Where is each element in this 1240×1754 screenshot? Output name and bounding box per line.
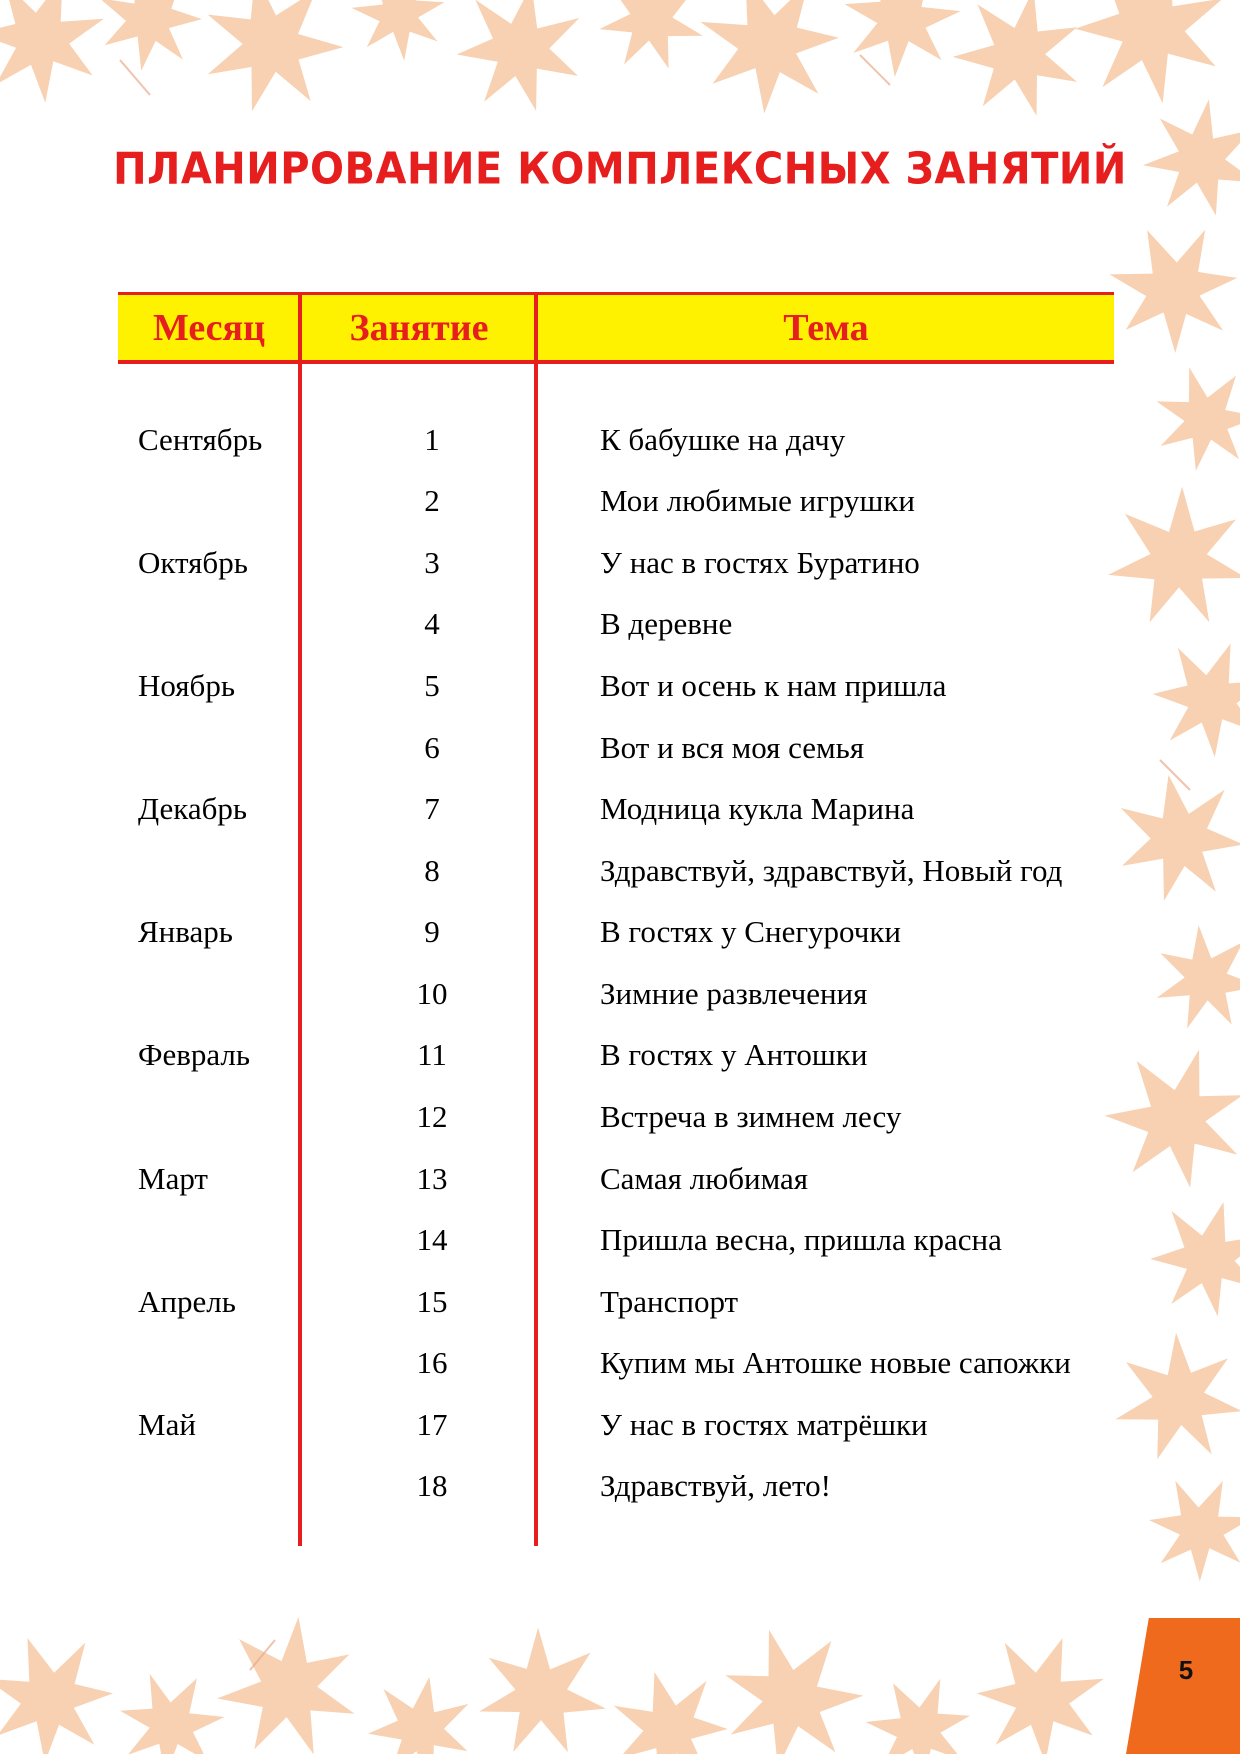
table-row [0, 789, 1240, 829]
lesson-number-cell: 9 [424, 914, 440, 949]
topic-cell: Здравствуй, лето! [600, 1468, 831, 1503]
table-row [0, 666, 1240, 706]
month-cell: Сентябрь [138, 422, 263, 457]
month-cell: Май [138, 1407, 196, 1442]
month-cell: Ноябрь [138, 668, 235, 703]
table-row [0, 1097, 1240, 1137]
lesson-number-cell: 13 [416, 1161, 448, 1196]
table-row [0, 543, 1240, 583]
lesson-number-cell: 14 [416, 1222, 448, 1257]
topic-cell: Зимние развлечения [600, 976, 868, 1011]
lesson-number-cell: 12 [416, 1099, 448, 1134]
page-title: ПЛАНИРОВАНИЕ КОМПЛЕКСНЫХ ЗАНЯТИЙ [113, 143, 1127, 195]
lesson-number-cell: 2 [424, 483, 440, 518]
topic-cell: У нас в гостях Буратино [600, 545, 920, 580]
lesson-number-cell: 6 [424, 730, 440, 765]
topic-cell: Вот и вся моя семья [600, 730, 865, 765]
lesson-number-cell: 18 [416, 1468, 448, 1503]
topic-cell: Самая любимая [600, 1161, 809, 1196]
topic-cell: Вот и осень к нам пришла [600, 668, 947, 703]
page-number: 5 [1178, 1655, 1194, 1685]
topic-cell: Мои любимые игрушки [600, 483, 915, 518]
table-row [0, 974, 1240, 1014]
table-row [0, 1343, 1240, 1383]
table-row [0, 420, 1240, 460]
month-cell: Январь [138, 914, 233, 949]
topic-cell: В деревне [600, 606, 733, 641]
table-header [118, 292, 1114, 364]
table-row [0, 1220, 1240, 1260]
table-row [0, 604, 1240, 644]
lesson-number-cell: 5 [424, 668, 440, 703]
month-cell: Март [138, 1161, 208, 1196]
table-row [0, 1405, 1240, 1445]
topic-cell: Купим мы Антошке новые сапожки [600, 1345, 1071, 1380]
month-cell: Декабрь [138, 791, 248, 826]
header-month: Месяц [152, 306, 265, 349]
lesson-number-cell: 17 [416, 1407, 448, 1442]
table-row [0, 1466, 1240, 1506]
table-row [0, 912, 1240, 952]
topic-cell: У нас в гостях матрёшки [600, 1407, 928, 1442]
header-lesson: Занятие [349, 306, 489, 349]
table-row [0, 1282, 1240, 1322]
topic-cell: В гостях у Снегурочки [600, 914, 901, 949]
topic-cell: В гостях у Антошки [600, 1037, 868, 1072]
topic-cell: Пришла весна, пришла красна [600, 1222, 1002, 1257]
table-row [0, 481, 1240, 521]
topic-cell: Модница кукла Марина [600, 791, 915, 826]
lesson-number-cell: 16 [416, 1345, 448, 1380]
topic-cell: Встреча в зимнем лесу [600, 1099, 902, 1134]
topic-cell: К бабушке на дачу [600, 422, 846, 457]
lesson-number-cell: 11 [417, 1037, 447, 1072]
lesson-number-cell: 8 [424, 853, 440, 888]
table-row [0, 728, 1240, 768]
lesson-number-cell: 10 [416, 976, 448, 1011]
month-cell: Октябрь [138, 545, 248, 580]
lesson-number-cell: 1 [424, 422, 440, 457]
table-row [0, 1035, 1240, 1075]
month-cell: Апрель [138, 1284, 236, 1319]
page-corner-tab [1126, 1618, 1240, 1754]
lesson-number-cell: 7 [424, 791, 440, 826]
lesson-number-cell: 3 [424, 545, 440, 580]
lesson-number-cell: 4 [424, 606, 440, 641]
topic-cell: Транспорт [600, 1284, 739, 1319]
topic-cell: Здравствуй, здравствуй, Новый год [600, 853, 1063, 888]
month-cell: Февраль [138, 1037, 251, 1072]
lesson-number-cell: 15 [416, 1284, 448, 1319]
table-row [0, 1159, 1240, 1199]
header-topic: Тема [783, 306, 869, 349]
table-row [0, 851, 1240, 891]
